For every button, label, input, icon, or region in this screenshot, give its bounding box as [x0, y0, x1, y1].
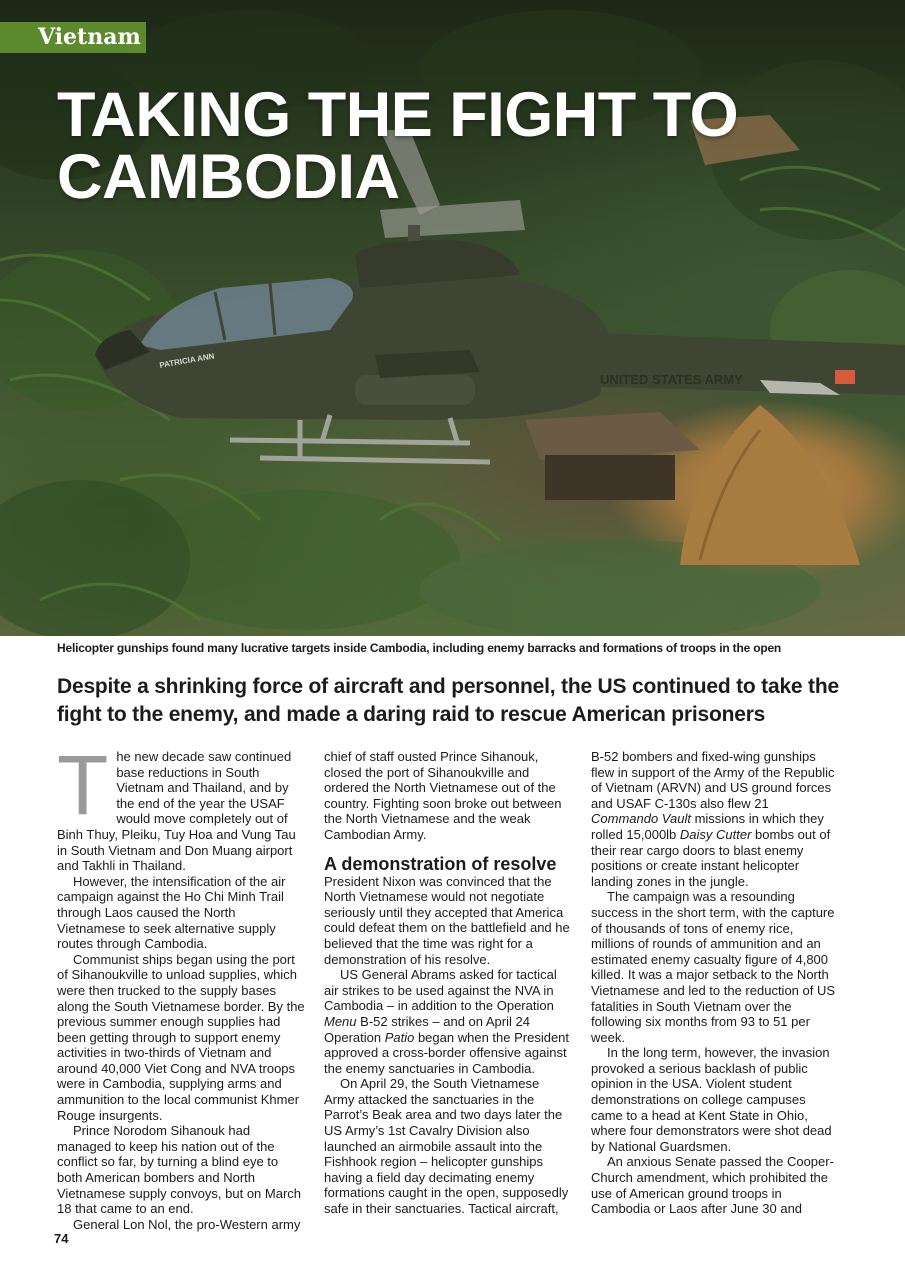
paragraph: Communist ships began using the port of Sihanoukville to unload supplies, which were then trucked to the supply bases along the South Vietnamese border. By the previous summer enough supplies had been getting through to support enemy activities in two-thirds of Vietnam and around 40,000 Viet Cong and NVA troops were in Cambodia, supplying arms and ammunition to the local communist Khmer Rouge insurgents.: [57, 951, 305, 1123]
operation-name: Patio: [384, 1029, 415, 1045]
paragraph-text: B-52 bombers and fixed-wing gunships flew in support of the Army of the Republic of Vietnam (ARVN) and US ground forces and USAF C-130s also flew 21: [591, 749, 835, 811]
title-line: CAMBODIA: [57, 142, 400, 212]
paragraph: [324, 967, 572, 1076]
operation-name: Menu: [324, 1013, 357, 1029]
photo-caption: Helicopter gunships found many lucrative targets inside Cambodia, including enemy barracks and formations of troops in the open: [57, 641, 782, 655]
hut-wall: [545, 455, 675, 500]
paragraph-text: US General Abrams asked for tactical air strikes to be used against the NVA in Cambodia – in addition to the Operation: [324, 967, 557, 1014]
bomb-name: Daisy Cutter: [679, 826, 752, 842]
title-line: TAKING THE FIGHT TO: [57, 80, 739, 150]
paragraph-text: began when the President approved a cross-border offensive against the enemy sanctuaries in Cambodia.: [324, 1029, 570, 1076]
haystack: [680, 405, 860, 565]
paragraph: General Lon Nol, the pro-Western army: [73, 1216, 301, 1232]
rocket-pod: [355, 375, 475, 405]
paragraph: President Nixon was convinced that the North Vietnamese would not negotiate seriously until they accepted that America could defeat them on the battlefield and he believed that the time was right for a demonstration of his resolve.: [324, 873, 570, 967]
paragraph-text: he new decade saw continued base reductions in South Vietnam and Thailand, and by the end of the year the USAF would move completely out of Binh Thuy, Pleiku, Tuy Hoa and Vung Tau in South Vietnam and Don Muang airport and Takhli in Thailand.: [57, 749, 296, 874]
paragraph: [57, 738, 305, 874]
text-column-2: [324, 749, 572, 1217]
page-number: 74: [54, 1231, 69, 1246]
paragraph: However, the intensification of the air campaign against the Ho Chi Minh Trail through Laos caused the North Vietnamese to seek alternative supply routes through Cambodia.: [57, 873, 286, 952]
page-title: [57, 80, 857, 212]
text-column-3: [591, 749, 839, 1217]
landing-skids: [230, 415, 490, 462]
paragraph: On April 29, the South Vietnamese Army attacked the sanctuaries in the Parrot’s Beak area and two days later the US Army’s 1st Cavalry Division also launched an airmobile assault into the Fishhook region – helicopter gunships having a field day decimating enemy formations caught in the open, supposedly safe in their sanctuaries. Tactical aircraft,: [324, 1076, 569, 1217]
hero-photo: [0, 0, 905, 636]
paragraph-text: missions in which they rolled 15,000lb: [591, 811, 824, 842]
mission-name: Commando Vault: [591, 811, 691, 827]
standfirst: Despite a shrinking force of aircraft and personnel, the US continued to take the fight to the enemy, and made a daring raid to rescue American prisoners: [57, 675, 839, 726]
hut-roof: [525, 412, 700, 460]
paragraph-text: B-52 strikes – and on April 24 Operation: [324, 1013, 530, 1045]
paragraph: Prince Norodom Sihanouk had managed to keep his nation out of the conflict so far, by turning a blind eye to both American bombers and North Vietnamese supply convoys, but on March 18 that came to an end.: [57, 1123, 302, 1217]
section-tag: Vietnam: [0, 22, 146, 53]
nose-art: PATRICIA ANN: [158, 351, 216, 370]
paragraph: chief of staff ousted Prince Sihanouk, closed the port of Sihanoukville and ordered the North Vietnamese out of the country. Fighting soon broke out between the North Vietnamese and the weak Cambodian Army.: [324, 749, 562, 842]
drop-cap: T: [57, 738, 109, 832]
fuselage-marking: UNITED STATES ARMY: [600, 372, 743, 387]
paragraph-text: bombs out of their rear cargo doors to blast enemy positions or create instant helicopter landing zones in the jungle.: [591, 826, 831, 889]
subheading: A demonstration of resolve: [324, 853, 557, 874]
paragraph: An anxious Senate passed the Cooper-Church amendment, which prohibited the use of American ground troops in Cambodia or Laos after June 30 and: [591, 1154, 834, 1217]
paragraph: [591, 749, 839, 889]
text-column-1: [57, 738, 305, 1232]
paragraph: The campaign was a resounding success in the short term, with the capture of thousands of tons of enemy rice, millions of rounds of ammunition and an estimated enemy casualty figure of 4,800 killed. It was a major setback to the North Vietnamese and led to the reduction of US fatalities in South Vietnam over the following six months from 93 to 51 per week.: [591, 889, 836, 1045]
paragraph: In the long term, however, the invasion provoked a serious backlash of public opinion in the USA. Violent student demonstrations on college campuses came to a head at Kent State in Ohio, where four demonstrators were shot dead by National Guardsmen.: [591, 1045, 832, 1154]
